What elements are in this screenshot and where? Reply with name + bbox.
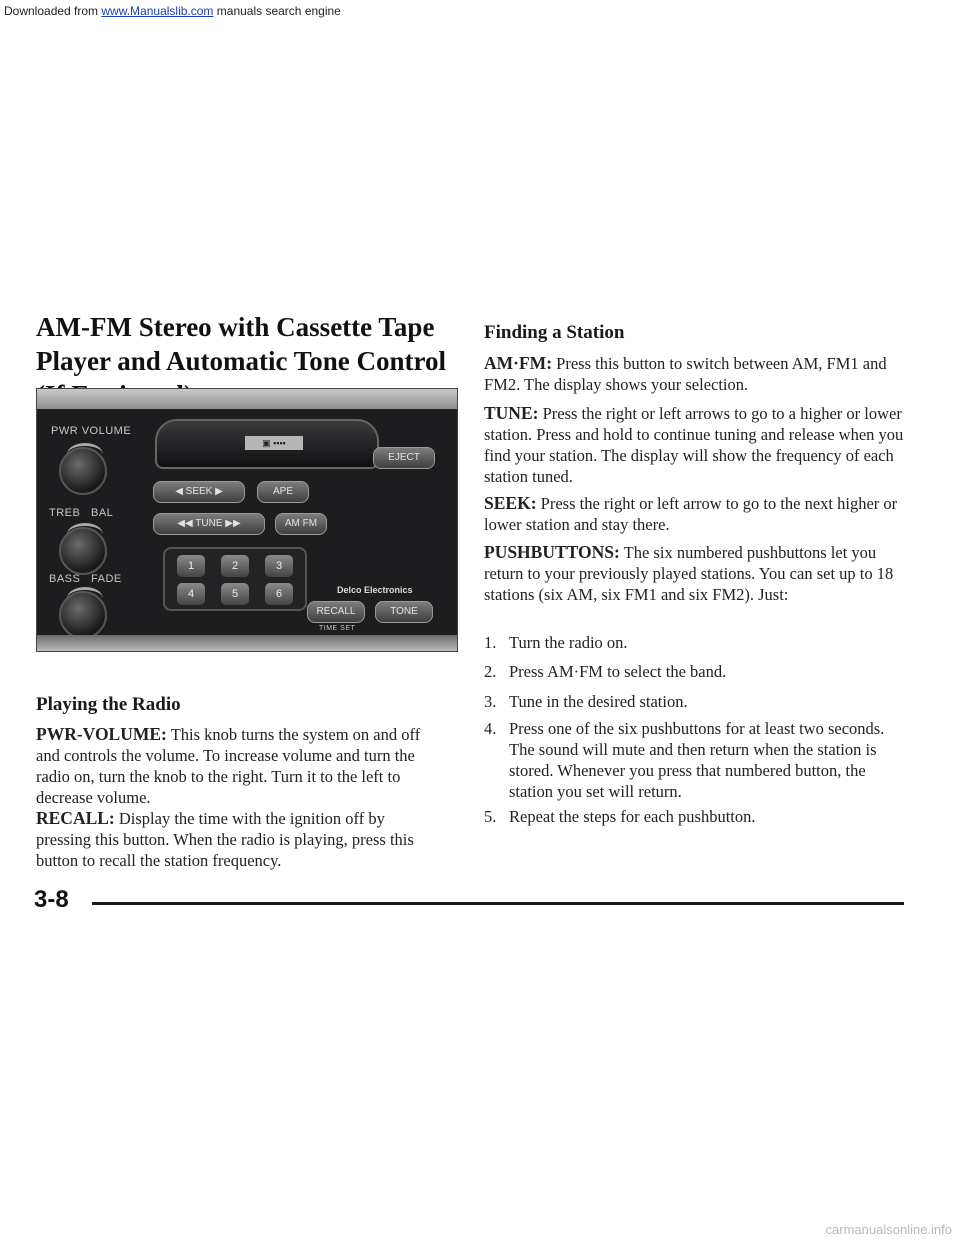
bass-fade-knob	[59, 591, 107, 639]
preset-button-4: 4	[177, 583, 205, 605]
page-title: AM-FM Stereo with Cassette Tape Player and Automatic Tone Control	[36, 312, 447, 376]
preset-button-2: 2	[221, 555, 249, 577]
treble-balance-knob	[59, 527, 107, 575]
fade-label: FADE	[91, 573, 122, 585]
amfm-paragraph	[484, 353, 904, 395]
pwr-volume-label: PWR VOLUME	[51, 425, 132, 437]
recall-term: RECALL:	[36, 808, 115, 828]
pwr-volume-text: This knob turns the system on and off and controls the volume. To increase volume and turn the radio on, turn the knob to the right. Turn it to the left to decrease volume.	[36, 725, 421, 807]
tune-text: Press the right or left arrows to go to a higher or lower station. Press and hold to continue tuning and release when you find your station. The display will show the frequency of each station tuned.	[484, 404, 904, 486]
seek-label: SEEK	[185, 486, 213, 497]
bass-label: BASS	[49, 573, 81, 585]
site-watermark: carmanualsonline.info	[825, 1222, 952, 1237]
brand-label: Delco Electronics	[337, 585, 413, 595]
pushbuttons-text: The six numbered pushbuttons let you return to your previously played stations. You can set up to 18 stations (six AM, six FM1 and six FM2). Just:	[484, 543, 894, 604]
bal-label: BAL	[91, 507, 114, 519]
preset-button-1: 1	[177, 555, 205, 577]
step-text: Repeat the steps for each pushbutton.	[509, 807, 756, 826]
preset-button-3: 3	[265, 555, 293, 577]
faceplate-bottom-trim	[37, 635, 457, 651]
step-number: 4.	[484, 719, 497, 738]
radio-faceplate-image	[36, 388, 458, 652]
treb-label: TREB	[49, 507, 81, 519]
preset-button-5: 5	[221, 583, 249, 605]
step-text: Turn the radio on.	[509, 633, 628, 652]
manualslib-link[interactable]: www.Manualslib.com	[101, 4, 214, 18]
pushbuttons-term: PUSHBUTTONS:	[484, 542, 620, 562]
step-number: 1.	[484, 633, 497, 652]
download-source-line	[4, 4, 341, 18]
ape-button: APE	[257, 481, 309, 503]
amfm-button: AM FM	[275, 513, 327, 535]
display-readout: ▣ ▪▪▪▪	[245, 436, 303, 450]
download-prefix: Downloaded from	[4, 4, 102, 18]
step-number: 3.	[484, 692, 497, 711]
tune-paragraph	[484, 403, 904, 487]
seek-button: ◀ SEEK ▶	[153, 481, 245, 503]
step-number: 2.	[484, 662, 497, 681]
tune-label: TUNE	[195, 518, 223, 529]
step-text: Press AM·FM to select the band.	[509, 662, 727, 681]
step-3	[484, 691, 904, 712]
download-suffix: manuals search engine	[213, 4, 341, 18]
pwr-volume-paragraph	[36, 724, 436, 808]
preset-button-6: 6	[265, 583, 293, 605]
eject-button: EJECT	[373, 447, 435, 469]
step-text: Press one of the six pushbuttons for at least two seconds. The sound will mute and then return when the station is stored. Whenever you press that numbered button, the station you set will return.	[509, 719, 885, 801]
playing-radio-heading: Playing the Radio	[36, 694, 181, 715]
tone-button: TONE	[375, 601, 433, 623]
step-number: 5.	[484, 807, 497, 826]
footer-rule	[92, 902, 904, 905]
faceplate-top-trim	[37, 389, 457, 409]
tune-button: ◀◀ TUNE ▶▶	[153, 513, 265, 535]
radio-display	[155, 419, 379, 469]
pwr-volume-term: PWR-VOLUME:	[36, 724, 167, 744]
step-1	[484, 632, 904, 653]
cassette-slot	[163, 547, 307, 611]
finding-station-heading: Finding a Station	[484, 322, 625, 343]
volume-knob	[59, 447, 107, 495]
step-text: Tune in the desired station.	[509, 692, 688, 711]
step-4	[484, 718, 904, 802]
step-2	[484, 661, 904, 682]
amfm-term: AM·FM:	[484, 353, 553, 373]
time-set-label: TIME SET	[319, 625, 356, 632]
pushbuttons-paragraph	[484, 542, 894, 605]
recall-text: Display the time with the ignition off by pressing this button. When the radio is playing, press this button to recall the station frequency.	[36, 809, 414, 870]
seek-paragraph	[484, 493, 904, 535]
recall-paragraph	[36, 808, 436, 871]
seek-text: Press the right or left arrow to go to the next higher or lower station and stay there.	[484, 494, 898, 534]
recall-button: RECALL	[307, 601, 365, 623]
page-number: 3-8	[34, 886, 69, 913]
seek-term: SEEK:	[484, 493, 537, 513]
tune-term: TUNE:	[484, 403, 539, 423]
amfm-text: Press this button to switch between AM, FM1 and FM2. The display shows your selection.	[484, 354, 887, 394]
step-5	[484, 806, 904, 827]
